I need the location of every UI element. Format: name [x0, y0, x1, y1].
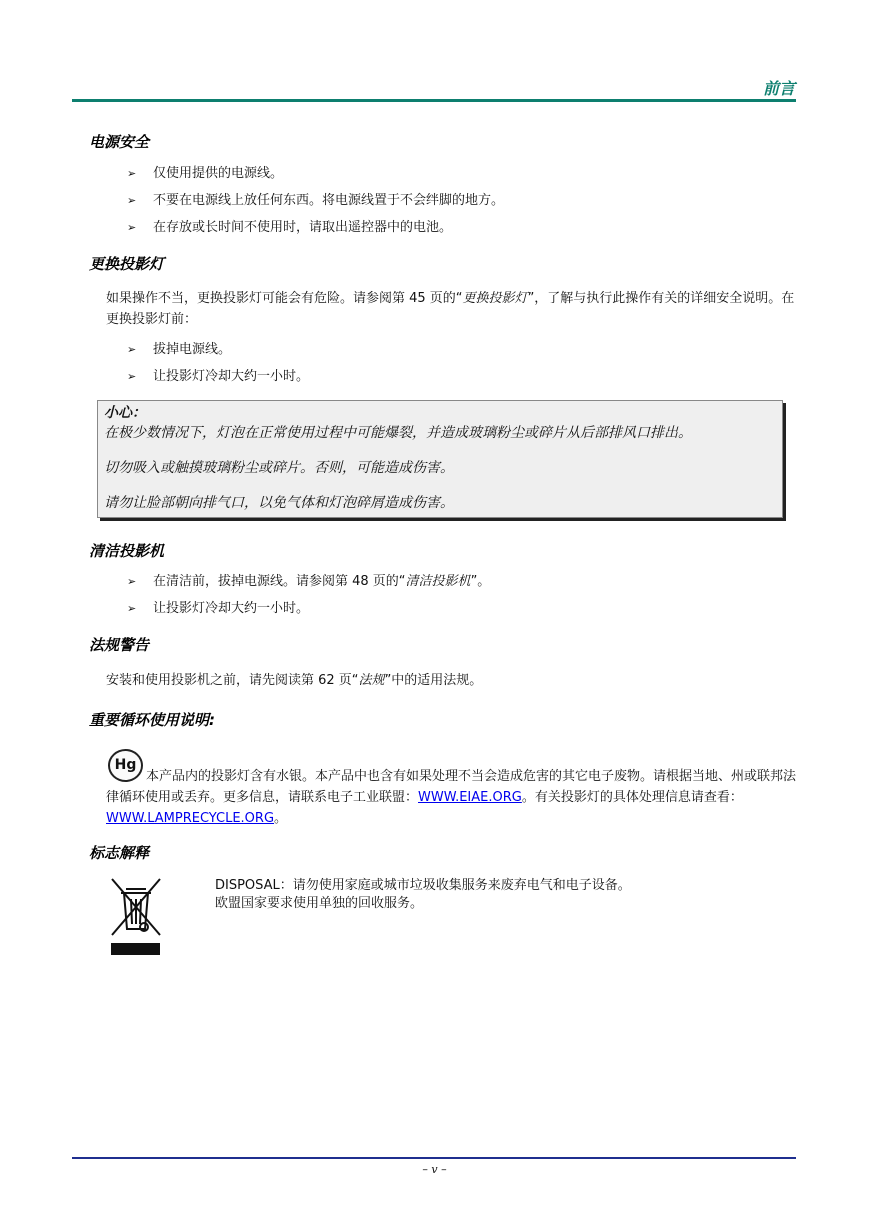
list-item-text: 拔掉电源线。 [153, 342, 232, 357]
list-item-text: 不要在电源线上放任何东西。将电源线置于不会绊脚的地方。 [153, 193, 505, 208]
cross-reference: 清洁投影机 [405, 574, 471, 589]
caution-box [97, 400, 783, 518]
list-item [127, 219, 504, 246]
disposal-line: 欧盟国家要求使用单独的回收服务。 [215, 896, 424, 911]
regulatory-paragraph [106, 670, 796, 691]
list-item-text: 在存放或长时间不使用时，请取出遥控器中的电池。 [153, 220, 453, 235]
power-safety-list [127, 165, 504, 246]
page-number: – v – [422, 1163, 447, 1176]
caution-title: 小心： [104, 405, 146, 421]
footer-rule [72, 1157, 796, 1159]
list-item-text: 让投影灯冷却大约一小时。 [153, 369, 310, 384]
arrow-bullet-icon: ➢ [127, 194, 137, 207]
crossed-out-bin-icon [108, 877, 164, 957]
heading-replace-lamp: 更换投影灯 [89, 255, 165, 273]
clean-projector-list [127, 573, 490, 627]
paragraph-text: 安装和使用投影机之前，请先阅读第 62 页“ [106, 673, 359, 688]
list-item-text: 让投影灯冷却大约一小时。 [153, 601, 310, 616]
list-item-text-part: 在清洁前，拔掉电源线。请参阅第 48 页的“ [153, 574, 406, 589]
list-item-text-part: ”。 [470, 574, 491, 589]
cross-reference: 法规 [358, 673, 385, 688]
caution-line: 请勿让脸部朝向排气口，以免气体和灯泡碎屑造成伤害。 [104, 495, 454, 511]
arrow-bullet-icon: ➢ [127, 343, 137, 356]
caution-line: 切勿吸入或触摸玻璃粉尘或碎片。否则，可能造成伤害。 [104, 460, 454, 476]
recycling-paragraph [106, 766, 796, 829]
list-item [127, 341, 309, 368]
list-item [127, 573, 490, 600]
page-header-title: 前言 [762, 79, 795, 98]
arrow-bullet-icon: ➢ [127, 221, 137, 234]
list-item-text: 仅使用提供的电源线。 [153, 166, 284, 181]
caution-line: 在极少数情况下，灯泡在正常使用过程中可能爆裂，并造成玻璃粉尘或碎片从后部排风口排出。 [104, 425, 692, 441]
paragraph-text: 。有关投影灯的具体处理信息请查看： [521, 790, 743, 805]
list-item [127, 192, 504, 219]
arrow-bullet-icon: ➢ [127, 602, 137, 615]
paragraph-text: 如果操作不当，更换投影灯可能会有危险。请参阅第 45 页的“ [106, 291, 463, 306]
heading-recycling: 重要循环使用说明: [89, 711, 215, 729]
heading-power-safety: 电源安全 [89, 133, 150, 151]
heading-symbol: 标志解释 [89, 844, 150, 862]
paragraph-text: 本产品内的投影灯含有水银。本产品中也含有如果处理不当会造成危害的其它电子废物。请根据当地、州或联邦法律循环使用或丢弃。更多信息，请联系电子工业联盟： [106, 769, 797, 805]
paragraph-text: ”，了解与执行此操作有关的详细安全说明。在更换投影灯前： [106, 291, 795, 327]
header-rule [72, 99, 796, 102]
paragraph-text: ”中的适用法规。 [384, 673, 483, 688]
lamprecycle-link[interactable]: WWW.LAMPRECYCLE.ORG [106, 811, 275, 826]
list-item-text [153, 573, 490, 591]
eiae-link[interactable]: WWW.EIAE.ORG [418, 790, 522, 805]
arrow-bullet-icon: ➢ [127, 370, 137, 383]
arrow-bullet-icon: ➢ [127, 167, 137, 180]
replace-lamp-paragraph [106, 288, 796, 330]
paragraph-text: 。 [274, 811, 288, 826]
heading-clean-projector: 清洁投影机 [89, 542, 165, 560]
cross-reference: 更换投影灯 [462, 291, 528, 306]
list-item [127, 600, 490, 627]
disposal-text [215, 877, 631, 913]
mercury-hg-icon: Hg [108, 749, 143, 782]
list-item [127, 368, 309, 395]
arrow-bullet-icon: ➢ [127, 575, 137, 588]
replace-lamp-list [127, 341, 309, 395]
heading-regulatory: 法规警告 [89, 636, 150, 654]
list-item [127, 165, 504, 192]
disposal-line: DISPOSAL：请勿使用家庭或城市垃圾收集服务来废弃电气和电子设备。 [215, 878, 631, 893]
